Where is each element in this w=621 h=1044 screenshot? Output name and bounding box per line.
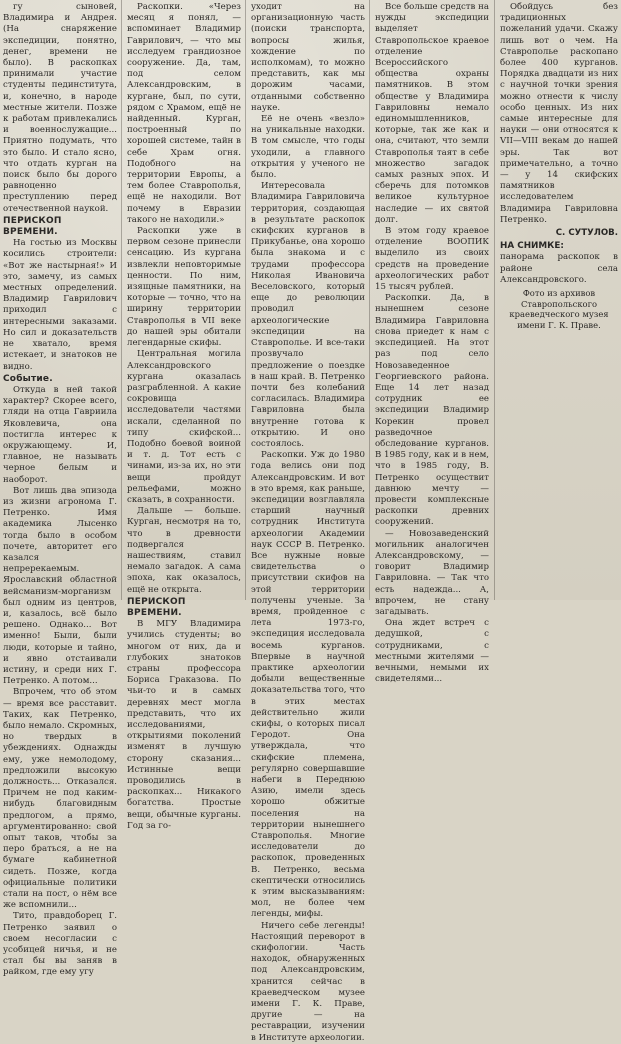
- column-1: [0, 0, 120, 978]
- paragraph: Тито, правдоборец Г. Петренко заявил о своем несогласии с усобицей ничья, и не стал бы вы заняв в райком, где ему угу: [3, 911, 117, 978]
- paragraph: Впрочем, что об этом — время все расставит. Таких, как Петренко, было немало. Скромных, но твердых в убеждениях. Однажды ему, уже немолодому, предложили высокую должность... Отказался. Причем не под каким-нибудь благовидным предлогом, а прямо, аргументированно: свой опыт таков, чтобы за перо браться, а не на бумаге кабинетной сидеть. Позже, когда официальные политики стали на пост, о нём все же вспомнили...: [3, 687, 117, 911]
- column-divider: [494, 0, 495, 600]
- column-divider: [121, 0, 122, 600]
- paragraph: Раскопки. Да, в нынешнем сезоне Владимира Гавриловна снова приедет к нам с экспедицией. На этот раз под село Новозаведенное Георгиевского района. Еще 14 лет назад сотрудник ее экспедиции Владимир Корекин провел разведочное обследование курганов. В 1985 году, как и в нем, что в 1985 году, В. Петренко осуществит давнюю мечту — провести комплексные раскопки древних сооружений.: [375, 293, 489, 528]
- paragraph: Центральная могила Александровского кургана оказалась разграбленной. А какие сокровища исследователи частями искали, сделанной по типу скифской... Подобно боевой воиной и т. д. Тот есть с чинами, из-за их, но эти вещи пройдут рельефами, можно сказать, в сохранности.: [127, 349, 241, 505]
- paragraph: уходит на организационную часть (поиски транспорта, вопросы жилья, хождение по исполкомам), то можно представить, как мы дорожим часами, отданными собственно науке.: [251, 2, 365, 113]
- author-signature: С. СУТУЛОВ.: [555, 228, 618, 239]
- paragraph: гу сыновей, Владимира и Андрея. (На снаряжение экспедиции, понятно, денег, времени не было). В раскопках принимали участие студенты пединститута, и, конечно, в народе местные жители. Позже к работам привлекались и военнослужащие... Приятно подумать, что это было. И стало ясно, что отдать курган на поиск было бы дорого равноценно преступлению перед отечественной наукой.: [3, 2, 117, 214]
- column-4: [372, 0, 492, 685]
- paragraph: Обойдусь без традиционных пожеланий удачи. Скажу лишь вот о чем. На Ставрополье раскопано более 400 курганов. Порядка двадцати из них с научной точки зрения можно отнести к числу особо ценных. Из них самые интересные для науки — они относятся к VII—VIII векам до нашей эры. Так вот примечательно, а точно — у 14 скифских памятников исследователем Владимира Гавриловна Петренко.: [500, 2, 618, 225]
- photo-credit: Фото из архивов Ставропольского краеведческого музея имени Г. К. Праве.: [509, 288, 609, 330]
- paragraph: Ничего себе легенды! Настоящий переворот в скифологии. Часть находок, обнаруженных под Александровским, хранится сейчас в краеведческом музее имени Г. К. Праве, другие — на реставрации, изучении в Институте археологии.: [251, 920, 365, 1043]
- column-2: [124, 0, 244, 831]
- column-divider: [245, 0, 246, 600]
- paragraph: Раскопки. Уж до 1980 года велись они под Александровским. И вот в это время, как раньше, экспедиции возглавляла старший научный сотрудник Института археологии Академии наук СССР В. Петренко. Все нужные новые свидетельства о присутствии скифов на этой территории получены ученые. За время, пройденное с лета 1973-го, экспедиция исследовала восемь курганов. Впервые в научной практике археологии добыли вещественные доказательства того, что в этих местах действительно жили скифы, о которых писал Геродот. Она утверждала, что скифские племена, регулярно совершавшие набеги в Переднюю Азию, имели здесь хорошо обжитые поселения на территории нынешнего Ставрополья. Многие исследователи до раскопок, проведенных В. Петренко, весьма скептически относились к этим высказываниям: мол, не более чем легенды, мифы.: [251, 450, 365, 920]
- paragraph: Все больше средств на нужды экспедиции выделяет Ставропольское краевое отделение Всероссийского общества охраны памятников. В этом обществе у Владимира Гавриловны немало единомышленников, которые, так же как и она, считают, что земли Ставрополья таят в себе множество загадок самых разных эпох. И сберечь для потомков великое культурное наследие — их святой долг.: [375, 2, 489, 225]
- paragraph: Раскопки уже в первом сезоне принесли сенсацию. Из кургана извлекли неповторимые ценности. По ним, изящные памятники, на которые — точно, что на ширину территории Ставрополья в VII веке до нашей эры обитали легендарные скифы.: [127, 226, 241, 349]
- paragraph: В МГУ Владимира учились студенты; во многом от них, да и глубоких знатоков страны профессора Бориса Граказова. По чьи-то и в самых деревнях мест могла представить, что их исследованиями, открытиями поколений изменят в лучшую сторону сказания... Истинные вещи проводились в раскопках... Никакого богатства. Простые вещи, обычные курганы. Год за го-: [127, 619, 241, 831]
- paragraph: Раскопки. «Через месяц я понял, — вспоминает Владимир Гаврилович, — что мы исследуем грандиозное сооружение. Да, там, под селом Александровским, в кургане, был, по сути, рядом с Храмом, ещё не найденный. Курган, построенный по хорошей системе, тайн в себе Храм огня. Подобного на территории Европы, а тем более Ставрополья, ещё не находили. Вот почему в Евразии такого не находили.»: [127, 2, 241, 225]
- section-heading: ПЕРИСКОП ВРЕМЕНИ.: [127, 596, 186, 618]
- paragraph: Вот лишь два эпизода из жизни агронома Г. Петренко. Имя академика Лысенко тогда было в особом почете, авторитет его казался непререкаемым. Ярославский областной вейсманизм-морганизм был одним из центров, и, казалось, всё было решено. Однако... Вот именно! Были, были люди, которые и тайно, и явно отстаивали истину, и среди них Г. Петренко. А потом...: [3, 485, 117, 687]
- paragraph: Её не очень «везло» на уникальные находки. В том смысле, что годы уходили, а главного открытия у ученого не было.: [251, 114, 365, 181]
- column-divider: [369, 0, 370, 600]
- paragraph: Интересовала Владимира Гавриловича территория, создающая в результате раскопок скифских курганов в Прикубанье, она хорошо была знакома и с трудами профессора Николая Ивановича Веселовского, который еще до революции проводил археологические экспедиции на Ставрополье. И все-таки прозвучало предложение о поездке в наш край. В. Петренко почти без колебаний согласилась. Владимира Гавриловна была внутренне готова к открытию. И оно состоялось.: [251, 181, 365, 449]
- paragraph: В этом году краевое отделение ВООПИК выделило из своих средств на проведение археологических работ 15 тысяч рублей.: [375, 226, 489, 293]
- section-heading: ПЕРИСКОП ВРЕМЕНИ.: [3, 215, 62, 238]
- paragraph: Она ждет встреч с дедушкой, с сотрудниками, с местными жителями — вечными, немыми их свидетелями...: [375, 618, 489, 685]
- column-3: [248, 0, 368, 1043]
- paragraph: — Новозаведенский могильник аналогичен Александровскому, — говорит Владимир Гавриловна. — Так что есть надежда... А, впрочем, не стану загадывать.: [375, 528, 489, 617]
- paragraph: На гостью из Москвы косились строители: «Вот же настырная!» И это, замечу, из самых местных определений. Владимир Гаврилович приходил с интересными заказами. Но сил и доказательств не хватало, время истекает, и знатоков не видно.: [3, 238, 117, 372]
- photo-caption: панорама раскопок в районе села Александровского.: [500, 252, 618, 285]
- photo-caption-heading: НА СНИМКЕ:: [500, 241, 564, 252]
- paragraph: Откуда в ней такой характер? Скорее всего, гляди на отца Гавриила Яковлевича, она постигла интерес к окружающему. И, главное, не называть черное белым и наоборот.: [3, 384, 117, 485]
- paragraph: Дальше — больше. Курган, несмотря на то, что в древности подвергался нашествиям, ставил немало загадок. А сама эпоха, как оказалось, ещё не открыта.: [127, 506, 241, 595]
- section-heading: Событие.: [3, 373, 53, 384]
- column-5: [497, 0, 621, 600]
